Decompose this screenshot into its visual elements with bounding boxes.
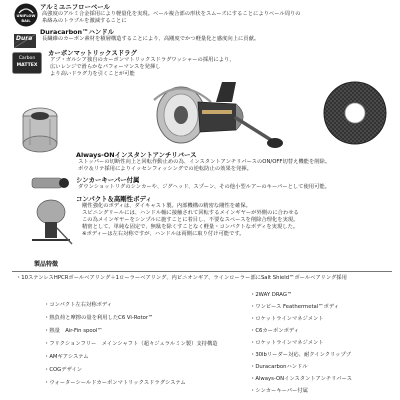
spec-left-item: ・ 熱量 Air-Fin spool™: [44, 329, 103, 334]
feature-text-line: ダウンショットリグのシンカーや、ジグヘッド、スプーン、その他小型ルアーのキーパーとして使用可能。: [78, 184, 330, 190]
specs-heading: 製品特徴: [34, 261, 59, 268]
spec-left-item: ・ COGデザイン: [44, 368, 82, 373]
spec-left-item: ・ コンパクト左右対称ボディ: [44, 303, 112, 308]
feature-text-line: ※ボディーは左右対称ですが、ハンドルは両側に取り付け可能です。: [82, 231, 245, 237]
reel-side-image: [26, 196, 76, 248]
feature-text-line: 糸絡みのトラブルを激減することに: [42, 18, 127, 24]
spec-left-item: ・ 熱負荷と摩擦の量を利用したC6 Vi-Rotor™: [44, 316, 153, 321]
spec-left-item: ・ フリクションフリー メインシャフト（超々ジュラルミン製）支持構造: [44, 342, 218, 347]
feature-text-line: この為メインギヤーをシンプルに施すことに着目し、不要なスペースを削除合理化を実現。: [82, 217, 299, 223]
specs-divider: [12, 271, 392, 272]
unifloat-bail-logo: [14, 2, 38, 28]
spec-top-line: ・10ステンレスHPCRボールベアリング＋1ローラーベアリング、内ピニオンギア、ラインローラー部にSalt Shield™ボールベアリング採用: [16, 275, 347, 281]
feature-title-carbon-drag: カーボンマットリックスドラグ: [48, 49, 137, 57]
feature-title-aluminum-bail: アルミユニフローベール: [40, 3, 110, 11]
unifloat-logo-line2: BAIL: [21, 19, 31, 23]
spec-right-item: ・ ロケットラインマネジメント: [250, 341, 324, 346]
spec-left-item: ・ ウォーターシールドカーボンマトリックスドラグシステム: [44, 381, 186, 386]
carbon-mattex-line2: MATTEX: [16, 63, 38, 68]
unifloat-logo-line1: UNIFLOW: [16, 14, 36, 18]
spec-right-item: ・ Duracarbonハンドル: [250, 365, 308, 370]
feature-text-line: ボウ＆リテ採用によりイッセンフィッシングでの逆転防止の効果を発揮。: [78, 166, 252, 172]
spec-right-item: ・ 2WAY DRAG™: [250, 293, 292, 298]
carbon-mattex-line1: Carbon: [18, 56, 36, 61]
spec-right-item: ・ Always-ONインスタントアンチリバース: [250, 377, 352, 382]
feature-title-anti-reverse: Always-ONインスタントアンチリバース: [76, 151, 197, 159]
feature-text-line: ストッパーの切断性向上と回転作動止めの為、インスタントアンチリバースのON/OFF切替え機能を削除。: [78, 159, 331, 165]
feature-text-line: アブ・ガルシア独自のカーボンマトリックスドラグワッシャーの採用により、: [50, 57, 235, 63]
feature-title-duracarbon-handle: Duracarbon™ハンドル: [40, 28, 115, 36]
feature-text-line: 精密として、単純な固定で、無駄を除くすことなく軽量・コンパクトなボディを実現した。: [82, 224, 299, 230]
spec-right-item: ・ シンカーキーパー付属: [250, 389, 308, 394]
spec-right-item: ・ C6カーボンボディ: [250, 329, 299, 334]
carbon-mattex-logo: [12, 52, 42, 74]
feature-text-line: 剛性強化のボディは、ダイキャスト製。内部機構の精密な剛性を確保。: [82, 203, 251, 209]
sinker-keeper-image: [30, 172, 70, 196]
spec-left-item: ・ AMギアシステム: [44, 355, 89, 360]
feature-title-compact-body: コンパクト＆高剛性ボディ: [76, 195, 152, 203]
spec-right-item: ・ 30lbリーダー対応、耐クインクリップブ: [250, 353, 351, 358]
feature-text-line: スピニングリールには、ハンドル軸に接触されて回転するメインギヤーが外側のに合わせる: [82, 210, 299, 216]
feature-text-line: 広いレンジで滑らかなパフォーマンスを発揮し: [50, 64, 161, 70]
feature-text-line: 高強度のアルミ合金採用により軽量化を実現。ベール複合部の形状をスムーズにすることによりベール周りの: [42, 11, 301, 17]
feature-text-line: 長繊維のカーボン素材を積層構造することにより、高剛度でかつ軽量化と感度向上に貢献。: [42, 36, 260, 42]
duracarbon-logo: [14, 33, 36, 47]
feature-title-sinker-keeper: シンカーキーパー付属: [76, 176, 140, 184]
spec-right-item: ・ ワンピース Feathermetal™ボディ: [250, 305, 339, 310]
reel-main-image: [136, 80, 286, 155]
feature-text-line: より高いドラグ力を引くことが可能: [50, 71, 135, 77]
drag-washer-image: [322, 80, 388, 146]
duracarbon-logo-text: Dura: [16, 35, 33, 42]
spec-right-item: ・ ロケットラインマネジメント: [250, 317, 324, 322]
bearing-image: [20, 105, 60, 155]
